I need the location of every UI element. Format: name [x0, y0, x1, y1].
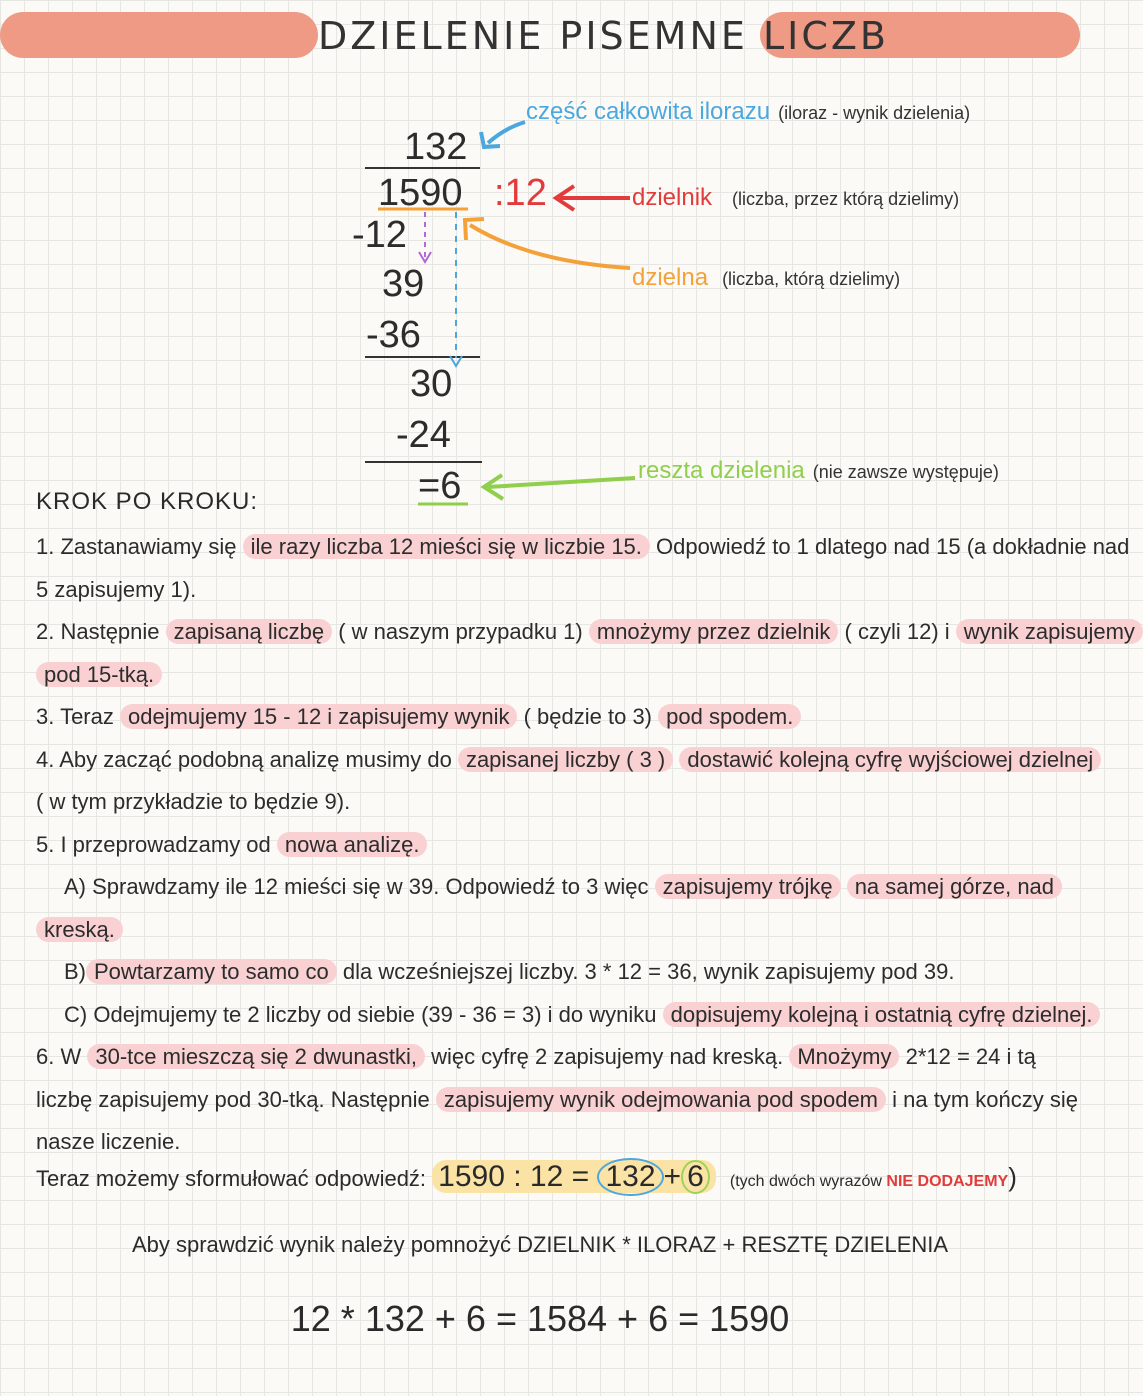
subtract-12: -12: [352, 214, 407, 256]
dividend-note: (liczba, którą dzielimy): [722, 269, 901, 289]
step-6-line-2: liczbę zapisujemy pod 30-tką. Następnie zapisujemy wynik odejmowania pod spodem i na tym kończy się: [36, 1086, 1078, 1112]
step-4-line-2: ( w tym przykładzie to będzie 9).: [36, 789, 351, 814]
page-title: DZIELENIE PISEMNE LICZB: [318, 14, 889, 58]
quotient-note: (iloraz - wynik dzielenia): [778, 103, 971, 123]
step-1-line-1: 1. Zastanawiamy się ile razy liczba 12 mieści się w liczbie 15. Odpowiedź to 1 dlatego nad 15 (a dokładnie nad: [36, 534, 1130, 559]
dividend-annotation: [632, 264, 900, 292]
divisor-annotation: [632, 184, 959, 212]
step-6-line-3: nasze liczenie.: [36, 1129, 181, 1154]
answer-remainder: 6: [681, 1160, 710, 1194]
remainder-label: reszta dzielenia: [638, 457, 805, 484]
step-3: 3. Teraz odejmujemy 15 - 12 i zapisujemy wynik ( będzie to 3) pod spodem.: [36, 696, 1046, 739]
partial-30: 30: [410, 363, 453, 405]
step-6-line-1: 6. W 30-tce mieszczą się 2 dwunastki, więc cyfrę 2 zapisujemy nad kreską. Mnożymy 2*12 = 24 i tą: [36, 1044, 1036, 1069]
division-lines: [0, 0, 1080, 520]
step-1-line-2: 5 zapisujemy 1).: [36, 576, 197, 602]
quotient-number: 132: [404, 126, 468, 168]
subtract-36: -36: [366, 314, 421, 356]
answer-note: (tych dwóch wyrazów NIE DODAJEMY): [729, 1162, 1017, 1192]
step-5c: C) Odejmujemy te 2 liczby od siebie (39 - 36 = 3) i do wyniku dopisujemy kolejną i ostatnią cyfrę dzielnej.: [36, 994, 1046, 1037]
check-equation: 12 * 132 + 6 = 1584 + 6 = 1590: [290, 1298, 790, 1339]
arrow-dividend: [470, 225, 630, 268]
dividend-label: dzielna: [632, 264, 709, 291]
check-text: Aby sprawdzić wynik należy pomnożyć DZIELNIK * ILORAZ + RESZTĘ DZIELENIA: [131, 1232, 949, 1257]
step-5: 5. I przeprowadzamy od nowa analizę.: [36, 824, 1046, 867]
arrow-remainder: [488, 478, 635, 487]
remainder-note: (nie zawsze występuje): [812, 462, 999, 482]
steps-heading: KROK PO KROKU:: [36, 488, 259, 515]
partial-39: 39: [382, 263, 425, 305]
answer-quotient: 132: [597, 1158, 663, 1196]
step-5b: B) Powtarzamy to samo co dla wcześniejszej liczby. 3 * 12 = 36, wynik zapisujemy pod 39.: [64, 959, 955, 984]
arrow-quotient: [488, 122, 525, 143]
subtract-24: -24: [396, 414, 451, 456]
steps-list: [36, 526, 1135, 1164]
divisor-note: (liczba, przez którą dzielimy): [732, 189, 960, 209]
step-5a-line-2: kreską.: [36, 909, 1046, 952]
dividend-number: 1590: [378, 172, 463, 214]
divisor-number: :12: [494, 172, 547, 214]
answer-line: [36, 1158, 1017, 1196]
remainder-number: =6: [418, 465, 462, 507]
answer-intro: Teraz możemy sformułować odpowiedź:: [36, 1166, 427, 1191]
step-2-line-2: pod 15-tką.: [36, 654, 1046, 697]
quotient-label: część całkowita ilorazu: [526, 98, 771, 125]
step-5a-line-1: A) Sprawdzamy ile 12 mieści się w 39. Odpowiedź to 3 więc zapisujemy trójkę na samej górze, nad: [36, 866, 1046, 909]
step-2-line-1: 2. Następnie zapisaną liczbę ( w naszym przypadku 1) mnożymy przez dzielnik ( czyli 12) i wynik zapisujemy: [36, 611, 1046, 654]
step-4-line-1: 4. Aby zacząć podobną analizę musimy do zapisanej liczby ( 3 ) dostawić kolejną cyfrę wyjściowej dzielnej: [36, 739, 1046, 782]
remainder-annotation: [638, 457, 999, 485]
divisor-label: dzielnik: [632, 184, 713, 211]
quotient-annotation: [526, 98, 970, 126]
answer-expression: 1590 : 12 = 132 + 6: [432, 1160, 716, 1193]
